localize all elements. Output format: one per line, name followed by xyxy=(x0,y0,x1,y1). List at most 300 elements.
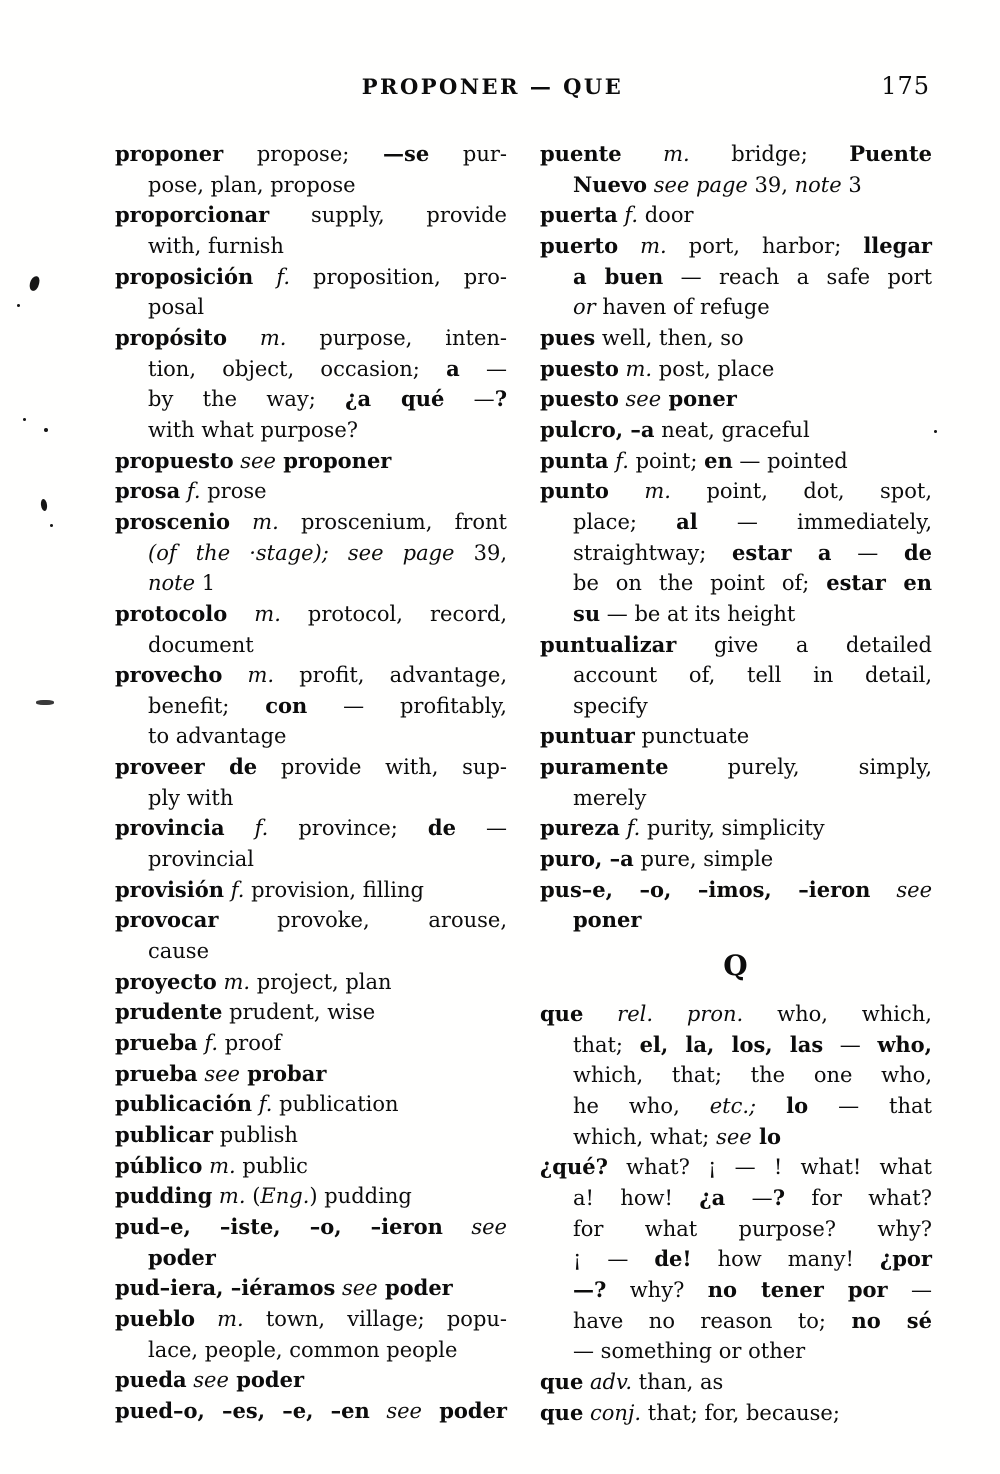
dictionary-entry xyxy=(540,323,932,354)
dictionary-entry xyxy=(115,1396,507,1427)
text-run: town, village; popu- xyxy=(243,1306,508,1331)
text-run: with what purpose? xyxy=(148,417,359,442)
entry-line xyxy=(115,1365,507,1396)
entry-line xyxy=(540,323,932,354)
entry-line xyxy=(115,231,507,262)
text-run: prosa xyxy=(115,478,181,504)
text-run: —se xyxy=(383,141,430,166)
text-run: ? xyxy=(772,1185,785,1210)
text-run: en xyxy=(704,447,733,473)
text-run: Eng. xyxy=(260,1184,310,1209)
text-run: ) pudding xyxy=(309,1184,412,1209)
text-run: — that xyxy=(808,1094,932,1119)
text-run: point; xyxy=(628,448,705,473)
text-run: haven of refuge xyxy=(595,295,770,320)
entry-line xyxy=(540,538,932,569)
entry-line xyxy=(540,262,932,293)
text-run: tion, object, occasion; xyxy=(148,356,447,381)
text-run: 1 xyxy=(195,571,216,596)
page-number: 175 xyxy=(881,72,930,100)
text-run: estar en xyxy=(826,570,932,596)
dictionary-entry xyxy=(115,139,507,200)
entry-line xyxy=(115,1304,507,1335)
text-run: project, plan xyxy=(250,969,392,994)
text-run: no tener por xyxy=(707,1276,888,1302)
entry-line xyxy=(540,721,932,752)
text-run: provecho xyxy=(115,662,223,688)
text-run: — reach a safe port xyxy=(663,264,933,289)
text-run: proscenio xyxy=(115,508,230,534)
text-run: f. xyxy=(619,816,641,841)
entry-line xyxy=(115,875,507,906)
text-run: proponer xyxy=(275,447,392,473)
text-run: pueda xyxy=(115,1367,187,1393)
text-run: ( xyxy=(245,1184,261,1209)
text-run: de xyxy=(427,815,456,841)
text-run: — xyxy=(444,387,495,412)
text-run: pulcro, –a xyxy=(540,416,655,442)
text-run: puramente xyxy=(540,754,669,780)
entry-line xyxy=(540,1122,932,1153)
text-run: 3 xyxy=(841,172,862,197)
entry-line xyxy=(115,967,507,998)
text-run: ¿a qué xyxy=(345,386,445,412)
entry-line xyxy=(115,538,507,569)
text-run: merely xyxy=(573,785,647,810)
entry-line xyxy=(115,292,507,323)
text-run: give a detailed xyxy=(676,632,932,657)
text-run: proporcionar xyxy=(115,202,270,228)
dictionary-entry xyxy=(540,630,932,722)
text-run: pud–e, –iste, –o, –ieron xyxy=(115,1213,443,1239)
text-run: m. xyxy=(202,1153,236,1178)
entry-line xyxy=(540,875,932,906)
text-run: f. xyxy=(252,1092,273,1117)
text-run: rel. pron. xyxy=(583,1002,744,1027)
text-run: protocolo xyxy=(115,600,228,626)
text-run: punta xyxy=(540,447,609,473)
entry-line xyxy=(540,1367,932,1398)
entry-line xyxy=(115,630,507,661)
entry-line xyxy=(540,476,932,507)
text-run: provide with, sup- xyxy=(257,755,507,780)
dictionary-entry xyxy=(115,476,507,507)
text-run: he who, xyxy=(573,1094,710,1119)
text-run: puerto xyxy=(540,232,619,258)
text-run: estar a xyxy=(732,539,832,565)
text-run: Nuevo xyxy=(573,171,648,197)
text-run: propose; xyxy=(223,142,384,166)
text-run: place; xyxy=(573,509,677,534)
dictionary-entry xyxy=(115,1181,507,1212)
text-run: f. xyxy=(253,264,291,289)
entry-line xyxy=(540,691,932,722)
entry-line xyxy=(115,476,507,507)
text-run: see xyxy=(870,877,933,902)
text-run: m. xyxy=(212,1184,246,1209)
scan-artifact xyxy=(934,430,937,433)
text-run: province; xyxy=(268,816,428,841)
entry-line xyxy=(115,936,507,967)
text-run: puntuar xyxy=(540,723,635,749)
text-run: pus–e, –o, –imos, –ieron xyxy=(540,876,871,902)
entry-line xyxy=(540,507,932,538)
dictionary-entry xyxy=(540,844,932,875)
entry-line xyxy=(540,1214,932,1245)
entry-line xyxy=(115,752,507,783)
text-run: puro, –a xyxy=(540,846,634,872)
entry-line xyxy=(115,721,507,752)
text-run: ¡ — xyxy=(573,1247,655,1272)
entry-line xyxy=(115,1212,507,1243)
text-run: proscenium, front xyxy=(278,509,507,534)
text-run: f. xyxy=(224,877,245,902)
entry-line xyxy=(540,446,932,477)
dictionary-entry xyxy=(115,446,507,477)
running-head: PROPONER — QUE xyxy=(361,74,624,99)
entry-line xyxy=(540,139,932,170)
entry-line xyxy=(115,507,507,538)
text-run: public xyxy=(235,1153,308,1178)
text-run: ¿a xyxy=(699,1185,726,1210)
text-run: m. xyxy=(618,233,667,258)
text-run: ¿por xyxy=(879,1246,932,1272)
text-run: which, what; xyxy=(573,1124,717,1149)
text-run: propósito xyxy=(115,324,227,350)
text-run: be on the point of; xyxy=(573,571,827,596)
text-run: pud–iera, –iéramos xyxy=(115,1275,336,1301)
text-run: see xyxy=(369,1398,422,1423)
dictionary-entry xyxy=(115,1273,507,1304)
text-run: post, place xyxy=(652,356,775,381)
scan-artifact xyxy=(44,428,48,432)
text-run: poder xyxy=(377,1275,453,1301)
dictionary-entry xyxy=(540,813,932,844)
scan-artifact xyxy=(36,700,54,705)
text-run: poder xyxy=(421,1397,507,1423)
text-run: see xyxy=(233,448,276,473)
entry-line xyxy=(115,1335,507,1366)
text-run: pueblo xyxy=(115,1305,195,1331)
text-run: point, dot, spot, xyxy=(671,479,932,504)
text-run: al xyxy=(676,508,698,534)
text-run: pued–o, –es, –e, –en xyxy=(115,1397,370,1423)
dictionary-entry xyxy=(115,1304,507,1365)
text-run: punto xyxy=(540,478,609,504)
text-run: f. xyxy=(608,448,629,473)
column-left xyxy=(115,139,507,1427)
entry-line xyxy=(540,292,932,323)
dictionary-entry xyxy=(540,139,932,200)
dictionary-entry xyxy=(115,507,507,599)
text-run: — profitably, xyxy=(307,693,507,718)
text-run: profit, advantage, xyxy=(274,663,507,688)
text-run: for what? xyxy=(785,1186,932,1210)
text-run: de! xyxy=(654,1246,692,1272)
text-run: which, that; the one who, xyxy=(573,1063,932,1088)
entry-line xyxy=(115,139,507,170)
text-run: poder xyxy=(228,1367,305,1393)
text-run: no sé xyxy=(851,1307,932,1333)
text-run: who, which, xyxy=(743,1002,932,1027)
text-run: m. xyxy=(222,663,275,688)
dictionary-entry xyxy=(115,875,507,906)
text-run: door xyxy=(638,203,694,228)
text-run: ply with xyxy=(148,785,234,810)
entry-line xyxy=(115,660,507,691)
text-run: proposition, pro- xyxy=(290,264,508,289)
text-run: purity, simplicity xyxy=(640,816,825,841)
text-run: publication xyxy=(272,1092,399,1117)
text-run: ¿qué? xyxy=(540,1154,608,1180)
dictionary-entry xyxy=(115,1059,507,1090)
dictionary-entry xyxy=(115,967,507,998)
text-run: well, then, so xyxy=(595,325,744,350)
entry-line xyxy=(115,905,507,936)
dictionary-entry xyxy=(115,660,507,752)
dictionary-entry xyxy=(115,200,507,261)
text-run: público xyxy=(115,1152,203,1178)
dictionary-entry xyxy=(540,446,932,477)
text-run: pudding xyxy=(115,1183,213,1209)
text-run: why? xyxy=(606,1277,708,1302)
text-run: que xyxy=(540,1368,584,1394)
entry-line xyxy=(540,844,932,875)
text-run: how many! xyxy=(691,1247,880,1272)
dictionary-entry xyxy=(540,231,932,323)
scan-artifact xyxy=(17,304,20,307)
text-run: proyecto xyxy=(115,968,217,994)
entry-line xyxy=(115,1273,507,1304)
text-run: Puente xyxy=(849,141,932,166)
entry-line xyxy=(540,905,932,936)
column-right xyxy=(540,139,932,1428)
text-run: by the way; xyxy=(148,387,346,412)
text-run: see xyxy=(197,1061,240,1086)
text-run: poner xyxy=(661,386,737,412)
entry-line xyxy=(540,1060,932,1091)
entry-line xyxy=(115,783,507,814)
entry-line xyxy=(115,997,507,1028)
dictionary-entry xyxy=(540,415,932,446)
dictionary-entry xyxy=(115,1028,507,1059)
dictionary-entry xyxy=(115,1089,507,1120)
text-run: — xyxy=(887,1277,932,1302)
text-run: puesto xyxy=(540,355,619,381)
text-run: provincia xyxy=(115,815,225,841)
entry-line xyxy=(115,1243,507,1274)
text-run: — xyxy=(459,356,507,381)
entry-line xyxy=(115,1089,507,1120)
dictionary-entry xyxy=(115,813,507,874)
text-run: — xyxy=(725,1186,773,1210)
entry-line xyxy=(115,844,507,875)
text-run: lo xyxy=(751,1123,781,1149)
text-run: provision, filling xyxy=(244,877,424,902)
text-run: con xyxy=(265,692,308,718)
scan-artifact xyxy=(40,499,48,512)
entry-line xyxy=(115,1151,507,1182)
dictionary-entry xyxy=(540,384,932,415)
text-run: publicar xyxy=(115,1122,214,1147)
entry-line xyxy=(540,1398,932,1429)
text-run: benefit; xyxy=(148,693,266,718)
entry-line xyxy=(540,752,932,783)
text-run: m. xyxy=(621,142,690,166)
dictionary-entry xyxy=(540,354,932,385)
text-run: pur- xyxy=(429,142,507,166)
entry-line xyxy=(540,231,932,262)
text-run: — xyxy=(823,1032,878,1057)
text-run: to advantage xyxy=(148,724,287,749)
text-run: pureza xyxy=(540,815,620,841)
text-run: poner xyxy=(573,907,642,933)
text-run: puerta xyxy=(540,202,618,228)
entry-line xyxy=(115,1028,507,1059)
text-run: a! how! xyxy=(573,1186,700,1210)
text-run: a xyxy=(446,355,460,381)
text-run: pose, plan, propose xyxy=(148,172,356,197)
text-run: port, harbor; xyxy=(666,233,864,258)
entry-line xyxy=(115,568,507,599)
text-run: see xyxy=(186,1368,229,1393)
text-run: provisión xyxy=(115,876,225,902)
text-run: — pointed xyxy=(732,448,848,473)
entry-line xyxy=(115,200,507,231)
entry-line xyxy=(115,813,507,844)
text-run: m. xyxy=(608,479,671,504)
text-run: poder xyxy=(148,1244,216,1270)
text-run: proponer xyxy=(115,141,224,166)
scan-artifact xyxy=(23,418,26,421)
text-run: — be at its height xyxy=(600,601,796,626)
text-run: lace, people, common people xyxy=(148,1337,458,1362)
text-run: what? ¡ — ! what! what xyxy=(607,1155,932,1180)
entry-line xyxy=(115,1120,507,1151)
text-run: publicación xyxy=(115,1091,253,1117)
dictionary-entry xyxy=(115,1212,507,1273)
text-run: protocol, record, xyxy=(280,601,508,626)
text-run: etc.; xyxy=(709,1094,757,1119)
text-run: m. xyxy=(226,325,287,350)
text-run: que xyxy=(540,1399,584,1425)
text-run: puntualizar xyxy=(540,631,677,657)
entry-line xyxy=(115,1396,507,1427)
entry-line xyxy=(115,599,507,630)
text-run: pues xyxy=(540,324,596,350)
text-run: than, as xyxy=(632,1369,724,1394)
text-run: that; for, because; xyxy=(641,1400,840,1425)
text-run: a buen xyxy=(573,263,664,289)
text-run: see xyxy=(716,1124,752,1149)
section-letter-heading: Q xyxy=(723,949,749,983)
text-run: cause xyxy=(148,939,210,964)
entry-line xyxy=(540,1306,932,1337)
entry-line xyxy=(540,630,932,661)
dictionary-entry xyxy=(115,1120,507,1151)
dictionary-entry xyxy=(115,599,507,660)
text-run: puente xyxy=(540,141,622,166)
entry-line xyxy=(540,1275,932,1306)
dictionary-entry xyxy=(115,323,507,446)
text-run: or xyxy=(573,295,596,320)
text-run: purely, simply, xyxy=(668,755,932,780)
text-run: m. xyxy=(194,1306,244,1331)
dictionary-entry xyxy=(540,1367,932,1398)
entry-line xyxy=(540,1152,932,1183)
entry-line xyxy=(115,170,507,201)
text-run: — xyxy=(455,816,507,841)
dictionary-entry xyxy=(540,875,932,936)
entry-line xyxy=(115,262,507,293)
text-run: ? xyxy=(494,386,507,412)
text-run: neat, graceful xyxy=(654,417,810,442)
dictionary-entry xyxy=(540,200,932,231)
dictionary-entry xyxy=(540,1152,932,1367)
entry-line xyxy=(540,354,932,385)
entry-line xyxy=(540,1244,932,1275)
text-run: straightway; xyxy=(573,540,733,565)
dictionary-entry xyxy=(115,262,507,323)
entry-line xyxy=(540,415,932,446)
text-run: — xyxy=(831,540,904,565)
text-run: publish xyxy=(213,1123,298,1147)
text-run: 39, xyxy=(454,540,507,565)
entry-line xyxy=(115,691,507,722)
text-run: 39, xyxy=(747,172,795,197)
entry-line xyxy=(115,323,507,354)
entry-line xyxy=(540,568,932,599)
text-run: m. xyxy=(227,601,281,626)
text-run: punctuate xyxy=(634,724,750,749)
text-run: lo xyxy=(786,1093,809,1119)
text-run: purpose, inten- xyxy=(286,325,507,350)
text-run: puesto xyxy=(540,386,619,412)
text-run: que xyxy=(540,1001,584,1027)
text-run: see xyxy=(335,1276,378,1301)
text-run: —? xyxy=(573,1276,607,1302)
entry-line xyxy=(115,384,507,415)
text-run: bridge; xyxy=(689,142,850,166)
text-run: prueba xyxy=(115,1030,198,1056)
text-run: for what purpose? why? xyxy=(573,1216,932,1241)
text-run: — something or other xyxy=(573,1339,806,1364)
dictionary-entry xyxy=(540,1398,932,1429)
text-run: proof xyxy=(218,1031,282,1056)
text-run: see xyxy=(618,387,662,412)
text-run: prudente xyxy=(115,999,223,1025)
text-run: prose xyxy=(200,479,267,504)
text-run: note xyxy=(148,571,196,596)
scan-artifact xyxy=(50,524,53,527)
text-run: probar xyxy=(239,1060,327,1086)
entry-line xyxy=(540,660,932,691)
entry-line xyxy=(540,599,932,630)
text-run: adv. xyxy=(583,1369,632,1394)
text-run: m. xyxy=(618,356,653,381)
text-run: proveer de xyxy=(115,754,258,780)
dictionary-entry xyxy=(115,905,507,966)
text-run: document xyxy=(148,632,254,657)
entry-line xyxy=(540,1336,932,1367)
text-run: supply, provide xyxy=(269,203,507,228)
dictionary-entry xyxy=(540,752,932,813)
text-run: llegar xyxy=(863,232,932,258)
entry-line xyxy=(115,446,507,477)
text-run: (of the ·stage); see page xyxy=(148,540,455,565)
text-run: — immediately, xyxy=(697,509,932,534)
page-header xyxy=(115,74,930,108)
